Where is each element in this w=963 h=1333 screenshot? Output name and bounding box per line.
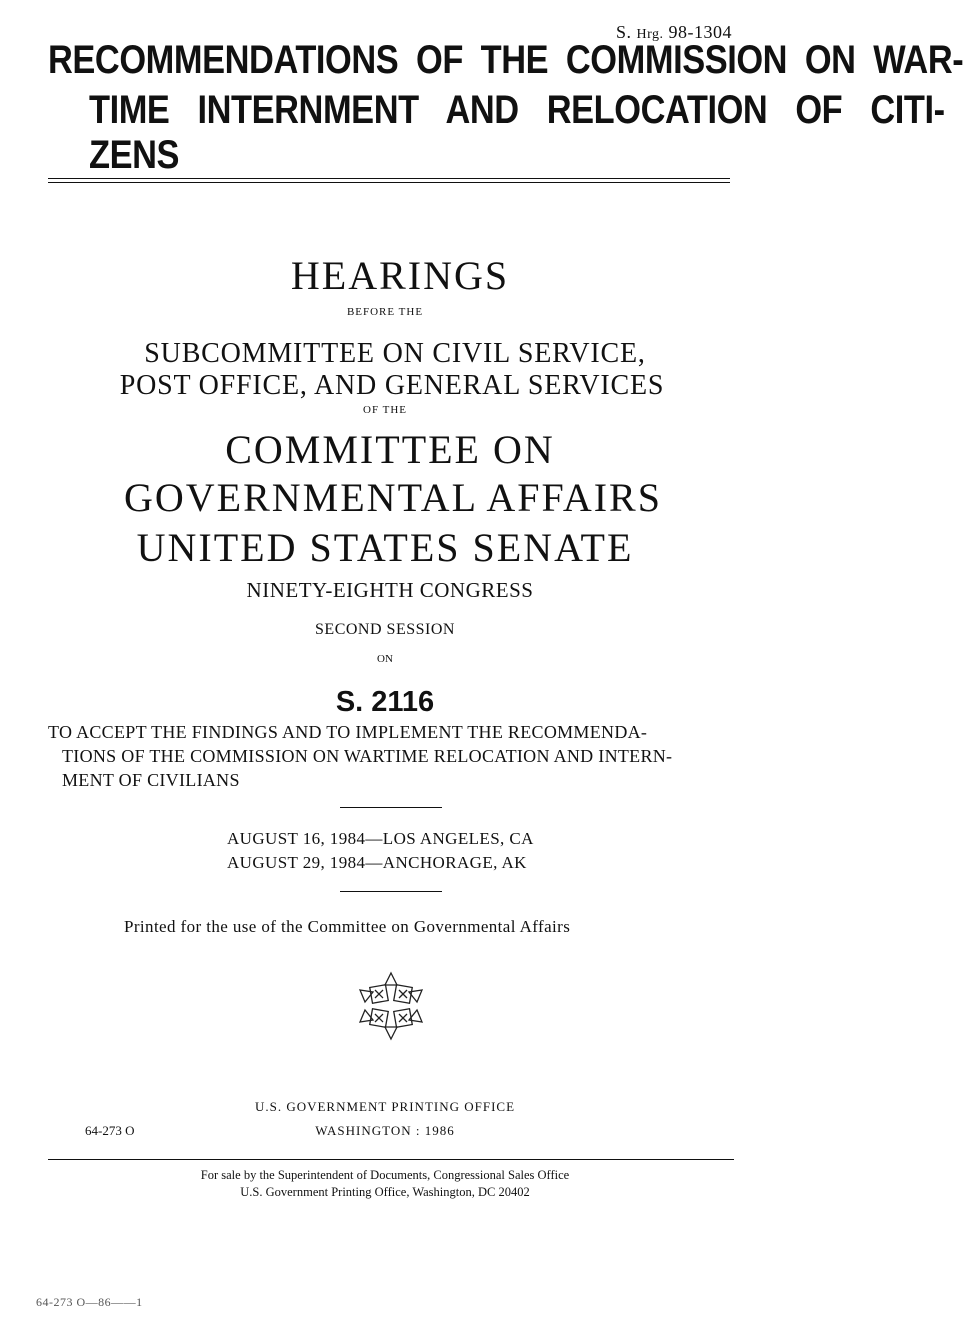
sale-note-line-1: For sale by the Superintendent of Documents, Congressional Sales Office	[200, 1168, 570, 1182]
purpose-line-3: MENT OF CIVILIANS	[62, 770, 240, 790]
hearings-heading: HEARINGS	[290, 253, 510, 298]
sale-rule	[48, 1159, 734, 1160]
purpose-line-2: TIONS OF THE COMMISSION ON WARTIME RELOCATION AND INTERN-	[62, 746, 673, 766]
purpose-line-1: TO ACCEPT THE FINDINGS AND TO IMPLEMENT THE RECOMMENDA-	[48, 722, 648, 742]
printing-location: WASHINGTON : 1986	[315, 1123, 455, 1138]
publication-code: 64-273 O	[85, 1123, 135, 1138]
congress-label: NINETY-EIGHTH CONGRESS	[246, 578, 534, 602]
bill-purpose	[48, 720, 738, 792]
title-line-2: TIME INTERNMENT AND RELOCATION OF CITI-	[89, 88, 945, 132]
title-rule-bottom	[48, 182, 730, 183]
title-line-3: ZENS	[89, 133, 180, 177]
divider-lower	[340, 891, 442, 892]
printed-for-note: Printed for the use of the Committee on Governmental Affairs	[124, 917, 571, 936]
of-the-label: OF THE	[363, 404, 407, 416]
session-label: SECOND SESSION	[315, 621, 455, 638]
gpo-seal-icon	[355, 970, 427, 1042]
hearing-number-label: Hrg.	[636, 27, 664, 42]
sale-note-line-2: U.S. Government Printing Office, Washington, DC 20402	[240, 1185, 530, 1199]
hearing-number-value: 98-1304	[668, 22, 732, 42]
committee-line-1: COMMITTEE ON	[225, 427, 555, 472]
printing-office: U.S. GOVERNMENT PRINTING OFFICE	[254, 1099, 516, 1114]
hearing-number-prefix: S.	[615, 22, 632, 42]
hearing-date-2: AUGUST 29, 1984—ANCHORAGE, AK	[227, 853, 527, 872]
divider-upper	[340, 807, 442, 808]
committee-line-2: GOVERNMENTAL AFFAIRS	[124, 475, 662, 520]
title-rule-top	[48, 178, 730, 179]
footer-code: 64-273 O—86——1	[36, 1295, 143, 1309]
before-the-label: BEFORE THE	[346, 306, 424, 318]
hearing-date-1: AUGUST 16, 1984—LOS ANGELES, CA	[227, 829, 534, 848]
title-line-1: RECOMMENDATIONS OF THE COMMISSION ON WAR-	[48, 38, 963, 82]
bill-number: S. 2116	[335, 686, 435, 718]
on-label: ON	[377, 653, 393, 665]
committee-line-3: UNITED STATES SENATE	[136, 525, 634, 570]
subcommittee-line-2: POST OFFICE, AND GENERAL SERVICES	[119, 370, 665, 401]
subcommittee-line-1: SUBCOMMITTEE ON CIVIL SERVICE,	[144, 338, 646, 369]
